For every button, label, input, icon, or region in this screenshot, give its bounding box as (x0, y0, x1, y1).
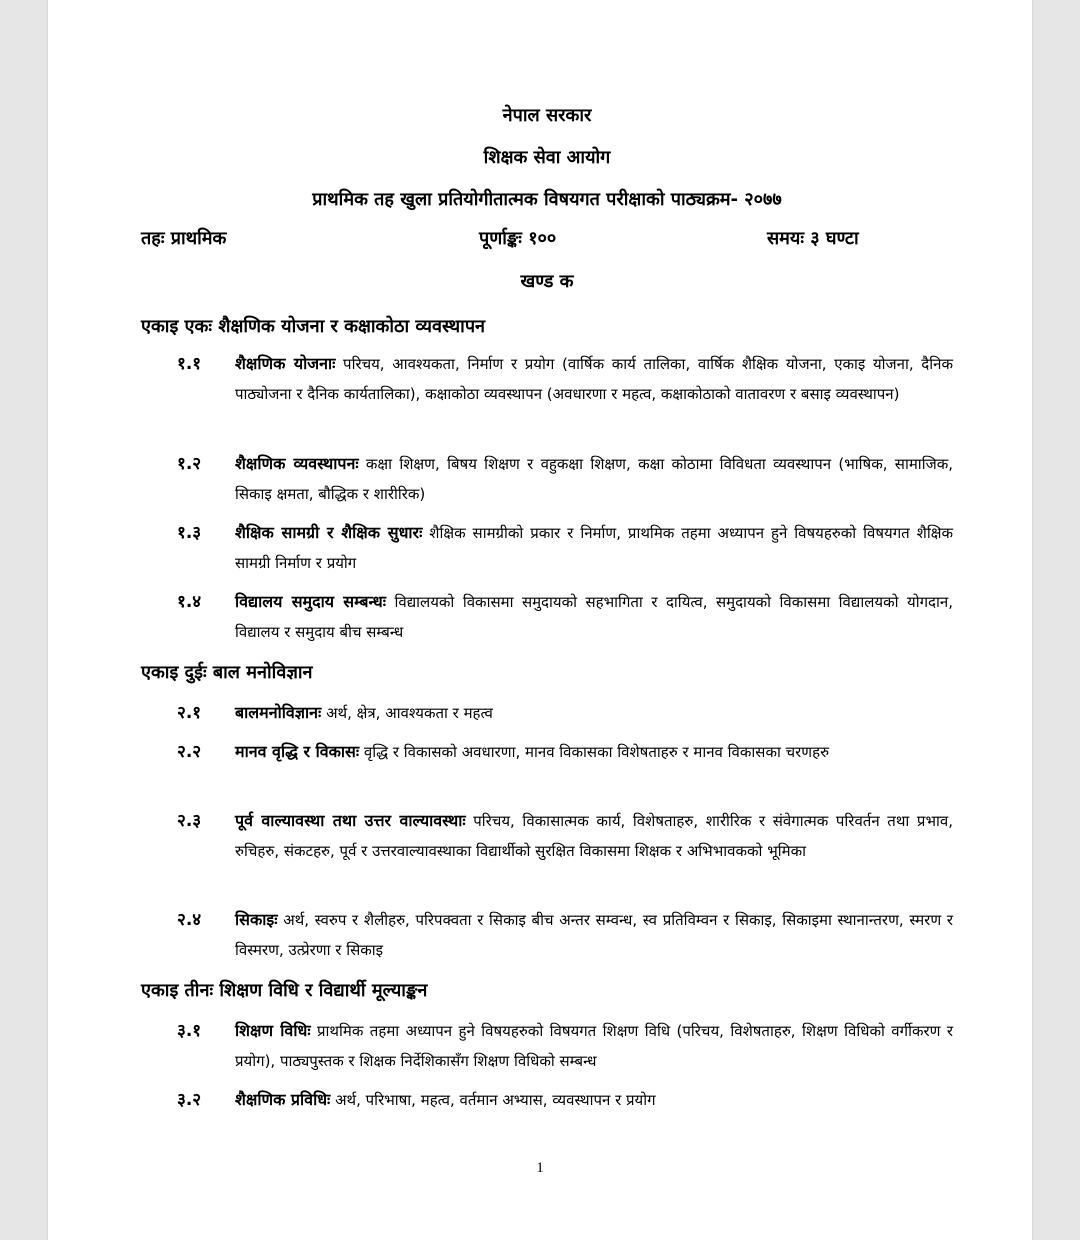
item-text: वृद्धि र विकासको अवधारणा, मानव विकासका विशेषताहरु र मानव विकासका चरणहरु (363, 743, 830, 761)
item-body (235, 1016, 953, 1076)
item-title: शैक्षणिक योजनाः (235, 354, 336, 373)
document-page (48, 0, 1032, 1240)
item-title: विद्यालय समुदाय सम्बन्धः (235, 592, 386, 611)
item-title: सिकाइः (235, 910, 278, 929)
item-body (235, 449, 953, 509)
item-title: शैक्षिक सामग्री र शैक्षिक सुधारः (235, 523, 423, 542)
unit-heading: एकाइ तीनः शिक्षण विधि र विद्यार्थी मूल्याङ्कन (141, 980, 428, 1001)
item-text: प्राथमिक तहमा अध्यापन हुने विषयहरुको विषयगत शिक्षण विधि (परिचय, विशेषताहरु, शिक्षण विधिको वर्गीकरण र प्रयोग), पाठ्यपुस्तक र शिक्षक निर्देशिकासँग शिक्षण विधिको सम्बन्ध (235, 1022, 954, 1070)
item-body (235, 1085, 953, 1115)
commission-title: शिक्षक सेवा आयोग (483, 147, 611, 168)
item-number: १.४ (177, 592, 202, 612)
item-text: कक्षा शिक्षण, बिषय शिक्षण र वहुकक्षा शिक्षण, कक्षा कोठामा विविधता व्यवस्थापन (भाषिक, सामाजिक, सिकाइ क्षमता, बौद्धिक र शारीरिक) (235, 455, 953, 503)
item-number: १.२ (177, 454, 202, 474)
item-body (235, 905, 953, 965)
item-number: २.२ (177, 742, 202, 762)
item-number: १.३ (177, 523, 202, 543)
section-title: खण्ड क (520, 271, 574, 292)
item-title: पूर्व वाल्यावस्था तथा उत्तर वाल्यावस्थाः (235, 811, 466, 830)
item-body (235, 737, 953, 767)
item-title: मानव वृद्धि र विकासः (235, 742, 360, 761)
item-text: परिचय, आवश्यकता, निर्माण र प्रयोग (वार्षिक कार्य तालिका, वार्षिक शैक्षिक योजना, एकाइ योजना, दैनिक पाठ्योजना र दैनिक कार्यतालिका), कक्षाकोठा व्यवस्थापन (अवधारणा र महत्व, कक्षाकोठाको वातावरण र बसाइ व्यवस्थापन) (235, 355, 953, 403)
item-text: विद्यालयको विकासमा समुदायको सहभागिता र दायित्व, समुदायको विकासमा विद्यालयको योगदान, विद्यालय र समुदाय बीच सम्बन्ध (235, 593, 953, 641)
item-body (235, 349, 953, 409)
level-label: तहः प्राथमिक (141, 228, 227, 249)
item-body (235, 806, 953, 866)
item-body (235, 587, 953, 647)
item-text: शैक्षिक सामग्रीको प्रकार र निर्माण, प्राथमिक तहमा अध्यापन हुने विषयहरुको विषयगत शैक्षिक सामग्री निर्माण र प्रयोग (235, 524, 953, 572)
item-title: शैक्षणिक व्यवस्थापनः (235, 454, 359, 473)
item-number: ३.१ (177, 1021, 202, 1041)
item-number: १.१ (177, 354, 202, 374)
time-label: समयः ३ घण्टा (767, 228, 859, 249)
unit-heading: एकाइ दुईः बाल मनोविज्ञान (141, 662, 313, 683)
item-body (235, 698, 953, 728)
unit-heading: एकाइ एकः शैक्षणिक योजना र कक्षाकोठा व्यवस्थापन (141, 316, 486, 337)
government-title: नेपाल सरकार (502, 105, 592, 126)
item-number: २.४ (177, 910, 202, 930)
item-number: ३.२ (177, 1090, 202, 1110)
exam-meta-row (141, 226, 953, 252)
item-title: बालमनोविज्ञानः (235, 703, 322, 722)
full-marks-label: पूर्णाङ्कः १०० (479, 228, 557, 249)
item-text: अर्थ, परिभाषा, महत्व, वर्तमान अभ्यास, व्यवस्थापन र प्रयोग (335, 1091, 656, 1109)
page-number: 1 (536, 1160, 544, 1176)
item-body (235, 518, 953, 578)
item-title: शैक्षणिक प्रविधिः (235, 1090, 331, 1109)
item-number: २.३ (177, 811, 202, 831)
item-text: परिचय, विकासात्मक कार्य, विशेषताहरु, शारीरिक र संवेगात्मक परिवर्तन तथा प्रभाव, रुचिहरु, संकटहरु, पूर्व र उत्तरवाल्यावस्थाका विद्यार्थीको सुरक्षित विकासमा शिक्षक र अभिभावकको भूमिका (235, 812, 953, 860)
item-number: २.१ (177, 703, 202, 723)
item-text: अर्थ, क्षेत्र, आवश्यकता र महत्व (326, 704, 493, 722)
syllabus-title: प्राथमिक तह खुला प्रतियोगीतात्मक विषयगत परीक्षाको पाठ्यक्रम- २०७७ (312, 189, 782, 210)
item-text: अर्थ, स्वरुप र शैलीहरु, परिपक्वता र सिकाइ बीच अन्तर सम्वन्ध, स्व प्रतिविम्वन र सिकाइ, सिकाइमा स्थानान्तरण, स्मरण र विस्मरण, उत्प्रेरणा र सिकाइ (235, 911, 953, 959)
item-title: शिक्षण विधिः (235, 1021, 311, 1040)
